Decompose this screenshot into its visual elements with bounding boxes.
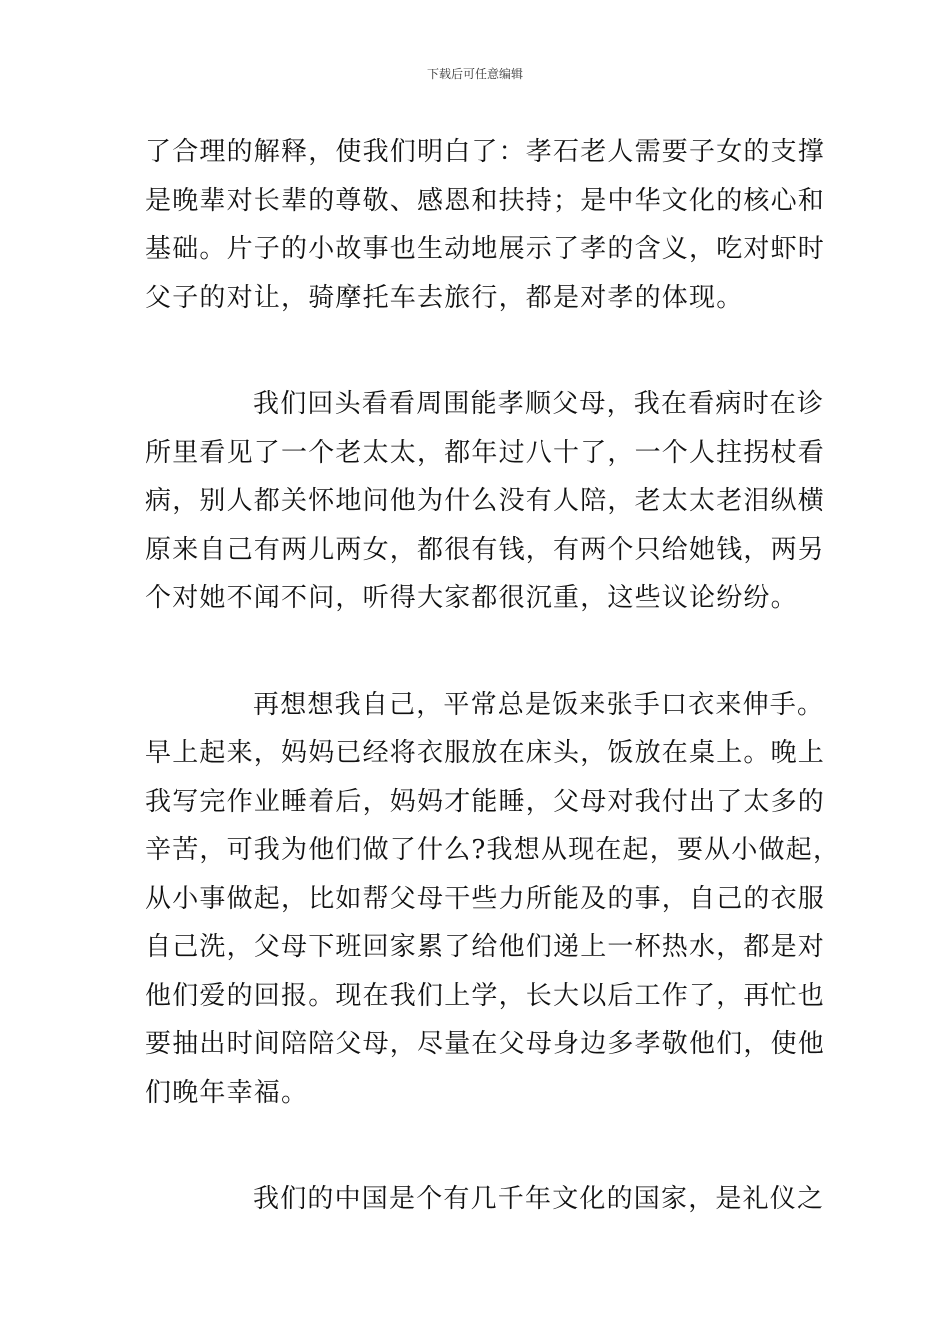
paragraph [145,380,826,623]
paragraph [145,681,841,1118]
text-line: 原来自己有两儿两女，都很有钱，有两个只给她钱，两另 [145,534,826,565]
text-line: 我们回头看看周围能孝顺父母，我在看病时在诊 [253,389,825,419]
document-body [145,128,841,1224]
paragraph-gap [145,322,807,380]
text-line: 个对她不闻不问，听得大家都很沉重，这些议论纷纷。 [145,583,798,613]
paragraph [145,1175,825,1224]
text-line: 要抽出时间陪陪父母，尽量在父母身边多孝敬他们，使他 [145,1029,826,1059]
paragraph-gap [145,1117,807,1175]
text-line: 是晚辈对长辈的尊敬、感恩和扶持；是中华文化的核心和 [145,185,826,216]
text-line: 他们爱的回报。现在我们上学，长大以后工作了，再忙也 [145,980,826,1011]
text-line: 自己洗，父母下班回家累了给他们递上一杯热水，都是对 [145,932,826,962]
text-line: 再想想我自己，平常总是饭来张手口衣来伸手。 [253,689,825,720]
text-line: 我们的中国是个有几千年文化的国家，是礼仪之 [253,1184,825,1214]
text-line: 病，别人都关怀地问他为什么没有人陪，老太太老泪纵横 [145,486,826,516]
text-line: 辛苦，可我为他们做了什么?我想从现在起，要从小做起， [145,835,841,865]
text-line: 从小事做起，比如帮父母干些力所能及的事，自己的衣服 [145,883,826,914]
text-line: 基础。片子的小故事也生动地展示了孝的含义，吃对虾时 [145,234,826,264]
text-line: 我写完作业睡着后，妈妈才能睡，父母对我付出了太多的 [145,786,826,817]
text-line: 了合理的解释，使我们明白了：孝石老人需要子女的支撑 [145,137,826,167]
text-line: 们晚年幸福。 [145,1077,309,1108]
page-header: 下载后可任意编辑 [426,67,523,81]
paragraph [145,128,826,322]
text-line: 父子的对让，骑摩托车去旅行，都是对孝的体现。 [145,282,744,313]
text-line: 早上起来，妈妈已经将衣服放在床头，饭放在桌上。晚上 [145,738,826,768]
paragraph-gap [145,623,807,681]
text-line: 所里看见了一个老太太，都年过八十了，一个人拄拐杖看 [145,437,826,468]
